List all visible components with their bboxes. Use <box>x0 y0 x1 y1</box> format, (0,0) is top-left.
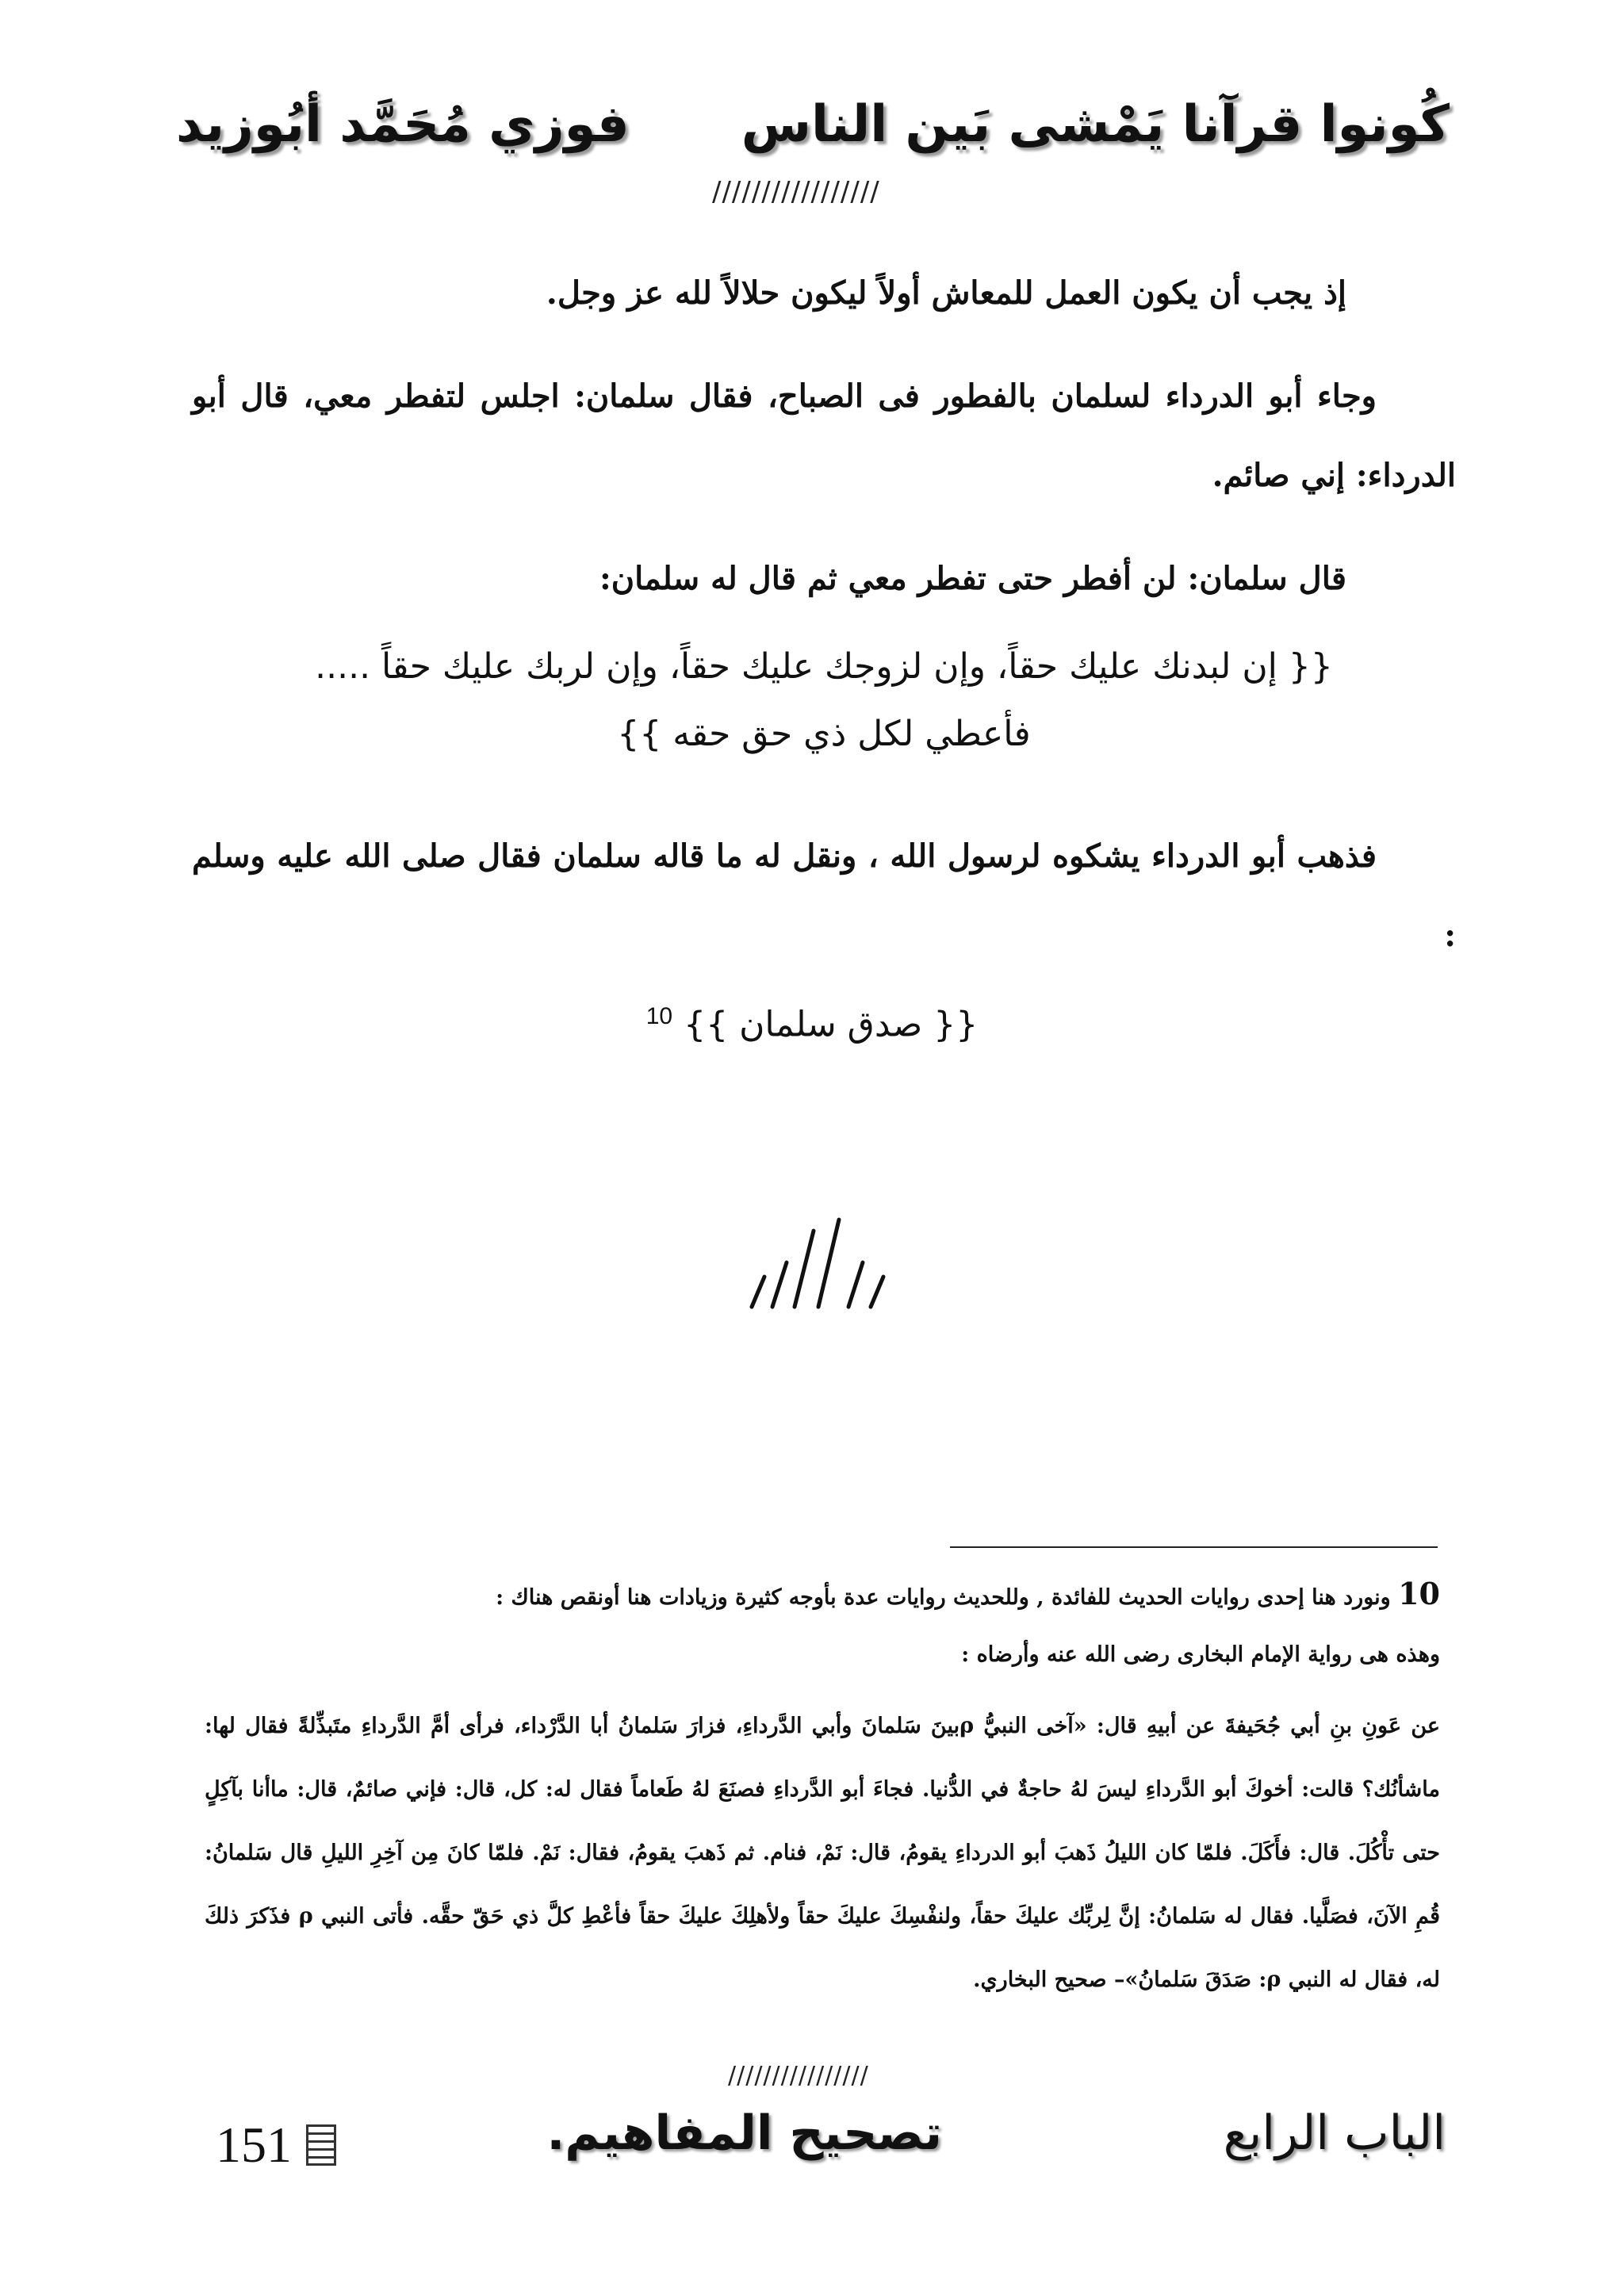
paragraph-4: فذهب أبو الدرداء يشكوه لرسول الله ، ونقل له ما قاله سلمان فقال صلى الله عليه وسلم : <box>192 837 1456 954</box>
paragraph-1: إذ يجب أن يكون العمل للمعاش أولاً ليكون حلالاً لله عز وجل. <box>546 274 1346 312</box>
header-divider: ///////////////// <box>712 176 880 208</box>
footnote-reference: 10 <box>645 1003 673 1029</box>
paragraph-2: وجاء أبو الدرداء لسلمان بالفطور فى الصباح، فقال سلمان: اجلس لتفطر معي، قال أبو الدرداء: إني صائم. <box>192 377 1456 494</box>
header-title: كُونوا قرآنا يَمْشى بَين الناس <box>741 95 1450 154</box>
footer-section: تصحيح المفاهيم. <box>546 2105 942 2161</box>
footnote-divider: //////////////// <box>728 2062 869 2090</box>
footnote-line-1-text: ونورد هنا إحدى روايات الحديث للفائدة , وللحديث روايات عدة بأوجه كثيرة وزيادات هنا أونقص هناك : <box>496 1585 1391 1610</box>
header-author: فوزي مُحَمَّد أبُوزيد <box>176 95 630 154</box>
footer-page-block <box>216 2116 336 2174</box>
footnote-line-1 <box>205 1574 1440 1618</box>
footnote-number: 10 <box>1398 1576 1440 1611</box>
quote-line-1: {{ إن لبدنك عليك حقاً، وإن لزوجك عليك حقاً، وإن لربك عليك حقاً ..... <box>315 646 1333 687</box>
section-separator <box>737 1213 904 1320</box>
footer-chapter: الباب الرابع <box>1223 2105 1446 2161</box>
quote-line-2: فأعطي لكل ذي حق حقه }} <box>617 714 1031 754</box>
paragraph-3: قال سلمان: لن أفطر حتى تفطر معي ثم قال له سلمان: <box>599 560 1346 597</box>
page-number: 151 <box>216 2117 292 2173</box>
footnote-hadith-text: عن عَونِ بنِ أبي جُحَيفةَ عن أبيهِ قال: «آخى النبيُّ ρبينَ سَلمانَ وأبي الدَّرداءِ، فزارَ سَلمانُ أبا الدَّرْداء، فرأى أمَّ الدَّرداءِ متَبذِّلةً فقال لها: ماشأنُك؟ قالت: أخوكَ أبو الدَّرداءِ ليسَ لهُ حاجةٌ في الدُّنيا. فجاءَ أبو الدَّرداءِ فصنَعَ لهُ طَعاماً فقال له: كل، قال: فإني صائمٌ، قال: ماأنا بآكِلٍ حتى تأْكُلَ. قال: فأَكَلَ. فلمّا كان الليلُ ذَهبَ أبو الدرداءِ يقومُ، قال: نَمْ، فنام. ثم ذَهبَ يقومُ، فقال: نَمْ. فلمّا كانَ مِن آخِرِ الليلِ قال سَلمانُ: قُمِ الآنَ، فصَلَّيا. فقال له سَلمانُ: إنَّ لِربِّك عليكَ حقاً، ولنفْسِكَ عليكَ حقاً ولأهلِكَ عليكَ حقاً فأعْطِ كلَّ ذي حَقّ حقَّه. فأتى النبي ρ فذَكرَ ذلكَ له، فقال له النبي ρ: صَدَقَ سَلمانُ»– صحيح البخاري. <box>205 1714 1440 1992</box>
footnote-rule <box>950 1546 1438 1548</box>
footnote-line-2: وهذه هى رواية الإمام البخارى رضى الله عنه وأرضاه : <box>961 1642 1440 1667</box>
book-icon <box>306 2124 336 2166</box>
quote-2-text: {{ صدق سلمان }} <box>684 1004 979 1045</box>
separator-slashes-icon <box>737 1213 904 1316</box>
quote-2 <box>0 1003 1624 1045</box>
